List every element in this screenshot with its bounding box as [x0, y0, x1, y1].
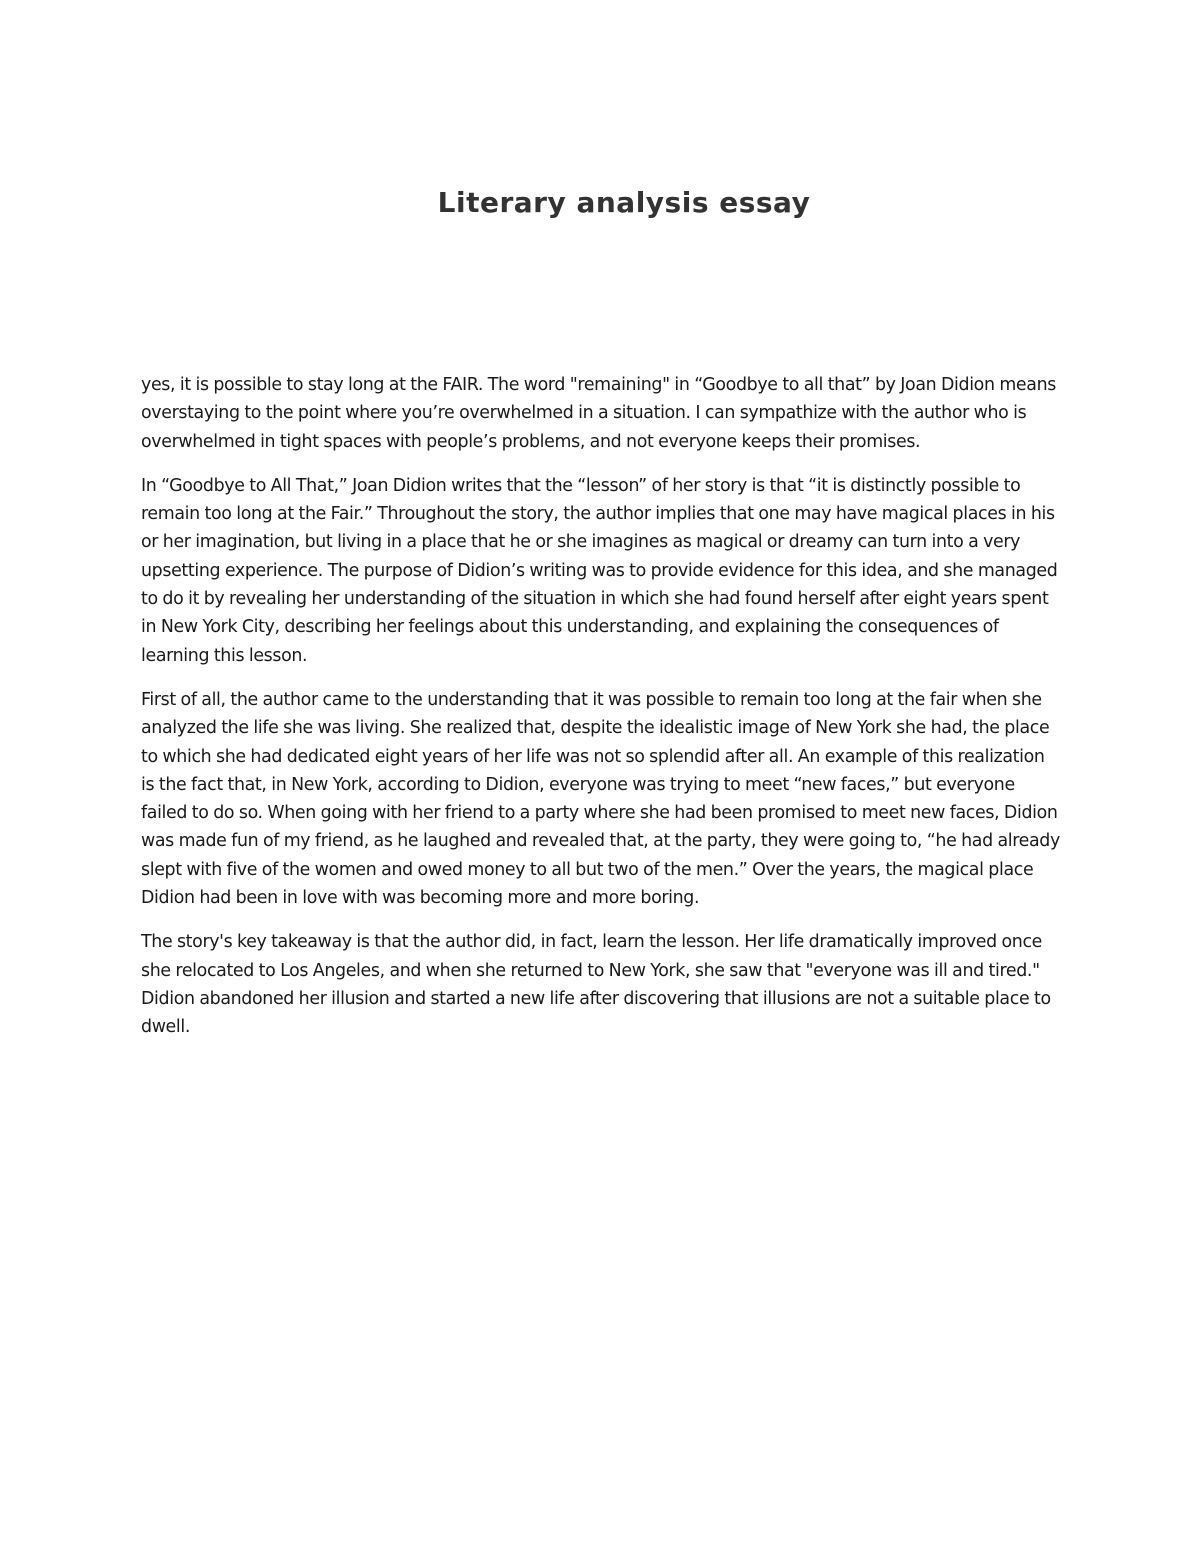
paragraph-lesson: In “Goodbye to All That,” Joan Didion writes that the “lesson” of her story is that “it is distinctly possible to remain too long at the Fair.” Throughout the story, the author implies that one may have magical places in his or her imagination, but living in a place that he or she imagines as magical or dreamy can turn into a very upsetting experience. The purpose of Didion’s writing was to provide evidence for this idea, and she managed to do it by revealing her understanding of the situation in which she had found herself after eight years spent in New York City, describing her feelings about this understanding, and explaining the consequences of learning this lesson.	[141, 475, 1058, 666]
paragraph-understanding: First of all, the author came to the understanding that it was possible to remain too long at the fair when she analyzed the life she was living. She realized that, despite the idealistic image of New York she had, the place to which she had dedicated eight years of her life was not so splendid after all. An example of this realization is the fact that, in New York, according to Didion, everyone was trying to meet “new faces,” but everyone failed to do so. When going with her friend to a party where she had been promised to meet new faces, Didion was made fun of my friend, as he laughed and revealed that, at the party, they were going to, “he had already slept with five of the women and owed money to all but two of the men.” Over the years, the magical place Didion had been in love with was becoming more and more boring.	[141, 689, 1060, 909]
document-title: Literary analysis essay	[437, 186, 811, 219]
paragraph-intro: yes, it is possible to stay long at the FAIR. The word "remaining" in “Goodbye to all that” by Joan Didion means overstaying to the point where you’re overwhelmed in a situation. I can sympathize with the author who is overwhelmed in tight spaces with people’s problems, and not everyone keeps their promises.	[141, 375, 1056, 452]
essay-body	[141, 371, 1061, 1058]
paragraph-takeaway: The story's key takeaway is that the author did, in fact, learn the lesson. Her life dramatically improved once she relocated to Los Angeles, and when she returned to New York, she saw that "everyone was ill and tired." Didion abandoned her illusion and started a new life after discovering that illusions are not a suitable place to dwell.	[141, 932, 1051, 1038]
